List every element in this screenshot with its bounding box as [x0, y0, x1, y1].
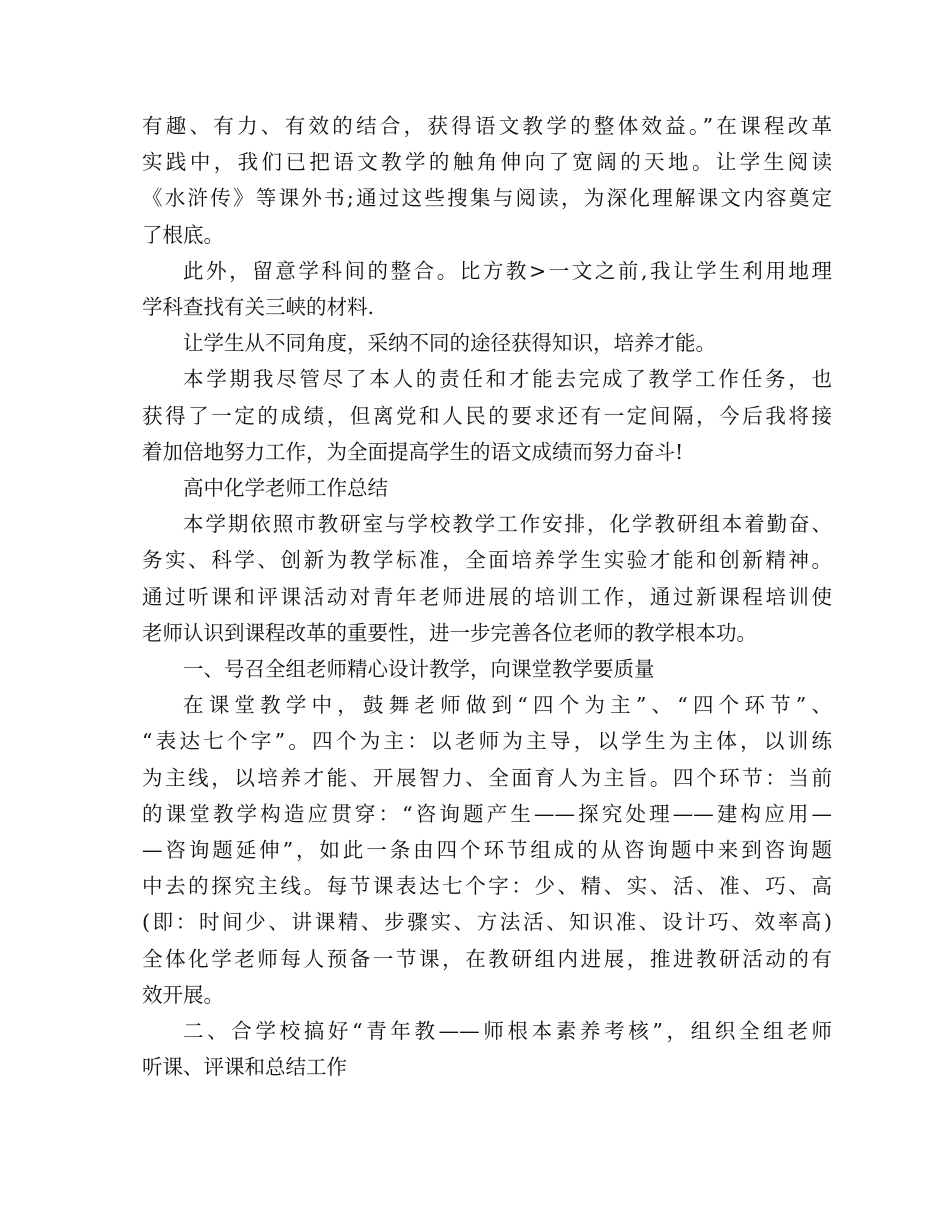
text-line: “表达七个字”。四个为主：以老师为主导，以学生为主体，以训练	[142, 729, 832, 754]
text-line: 在课堂教学中，鼓舞老师做到“四个为主”、“四个环节”、	[183, 693, 832, 718]
text-line: (即：时间少、讲课精、步骤实、方法活、知识准、设计巧、效率高)	[142, 910, 832, 935]
text-line: 二、合学校搞好“青年教——师根本素养考核”，组织全组老师	[183, 1019, 832, 1044]
text-line: 为主线，以培养才能、开展智力、全面育人为主旨。四个环节：当前	[142, 765, 832, 790]
text-line: 让学生从不同角度，采纳不同的途径获得知识，培养才能。	[183, 331, 716, 356]
text-line: 通过听课和评课活动对青年老师进展的培训工作，通过新课程培训使	[142, 584, 832, 609]
text-line: 本学期我尽管尽了本人的责任和才能去完成了教学工作任务，也	[183, 367, 832, 392]
text-line: 实践中，我们已把语文教学的触角伸向了宽阔的天地。让学生阅读	[142, 150, 832, 175]
text-line: 老师认识到课程改革的重要性，进一步完善各位老师的教学根本功。	[142, 620, 757, 645]
text-line: 获得了一定的成绩，但离党和人民的要求还有一定间隔，今后我将接	[142, 403, 832, 428]
text-line: 学科查找有关三峡的材料.	[142, 295, 375, 320]
text-line: 中去的探究主线。每节课表达七个字：少、精、实、活、准、巧、高	[142, 874, 832, 899]
text-line: 务实、科学、创新为教学标准，全面培养学生实验才能和创新精神。	[142, 548, 832, 573]
text-line: 有趣、有力、有效的结合，获得语文教学的整体效益。”在课程改革	[142, 114, 832, 138]
text-line: —咨询题延伸”，如此一条由四个环节组成的从咨询题中来到咨询题	[142, 838, 832, 863]
text-line: 效开展。	[142, 982, 224, 1007]
text-line: 着加倍地努力工作，为全面提高学生的语文成绩而努力奋斗!	[142, 439, 684, 464]
text-line: 听课、评课和总结工作	[142, 1055, 347, 1080]
text-line: 一、号召全组老师精心设计教学，向课堂教学要质量	[183, 657, 655, 682]
document-body	[142, 108, 832, 1085]
text-line: 《水浒传》等课外书;通过这些搜集与阅读，为深化理解课文内容奠定	[142, 186, 832, 211]
text-line: 高中化学老师工作总结	[183, 476, 388, 501]
text-line: 了根底。	[142, 222, 224, 247]
text-line: 全体化学老师每人预备一节课，在教研组内进展，推进教研活动的有	[142, 946, 832, 971]
text-line: 此外，留意学科间的整合。比方教>一文之前,我让学生利用地理	[183, 258, 832, 283]
text-line: 本学期依照市教研室与学校教学工作安排，化学教研组本着勤奋、	[183, 512, 832, 537]
text-line: 的课堂教学构造应贯穿：“咨询题产生——探究处理——建构应用—	[142, 801, 832, 826]
